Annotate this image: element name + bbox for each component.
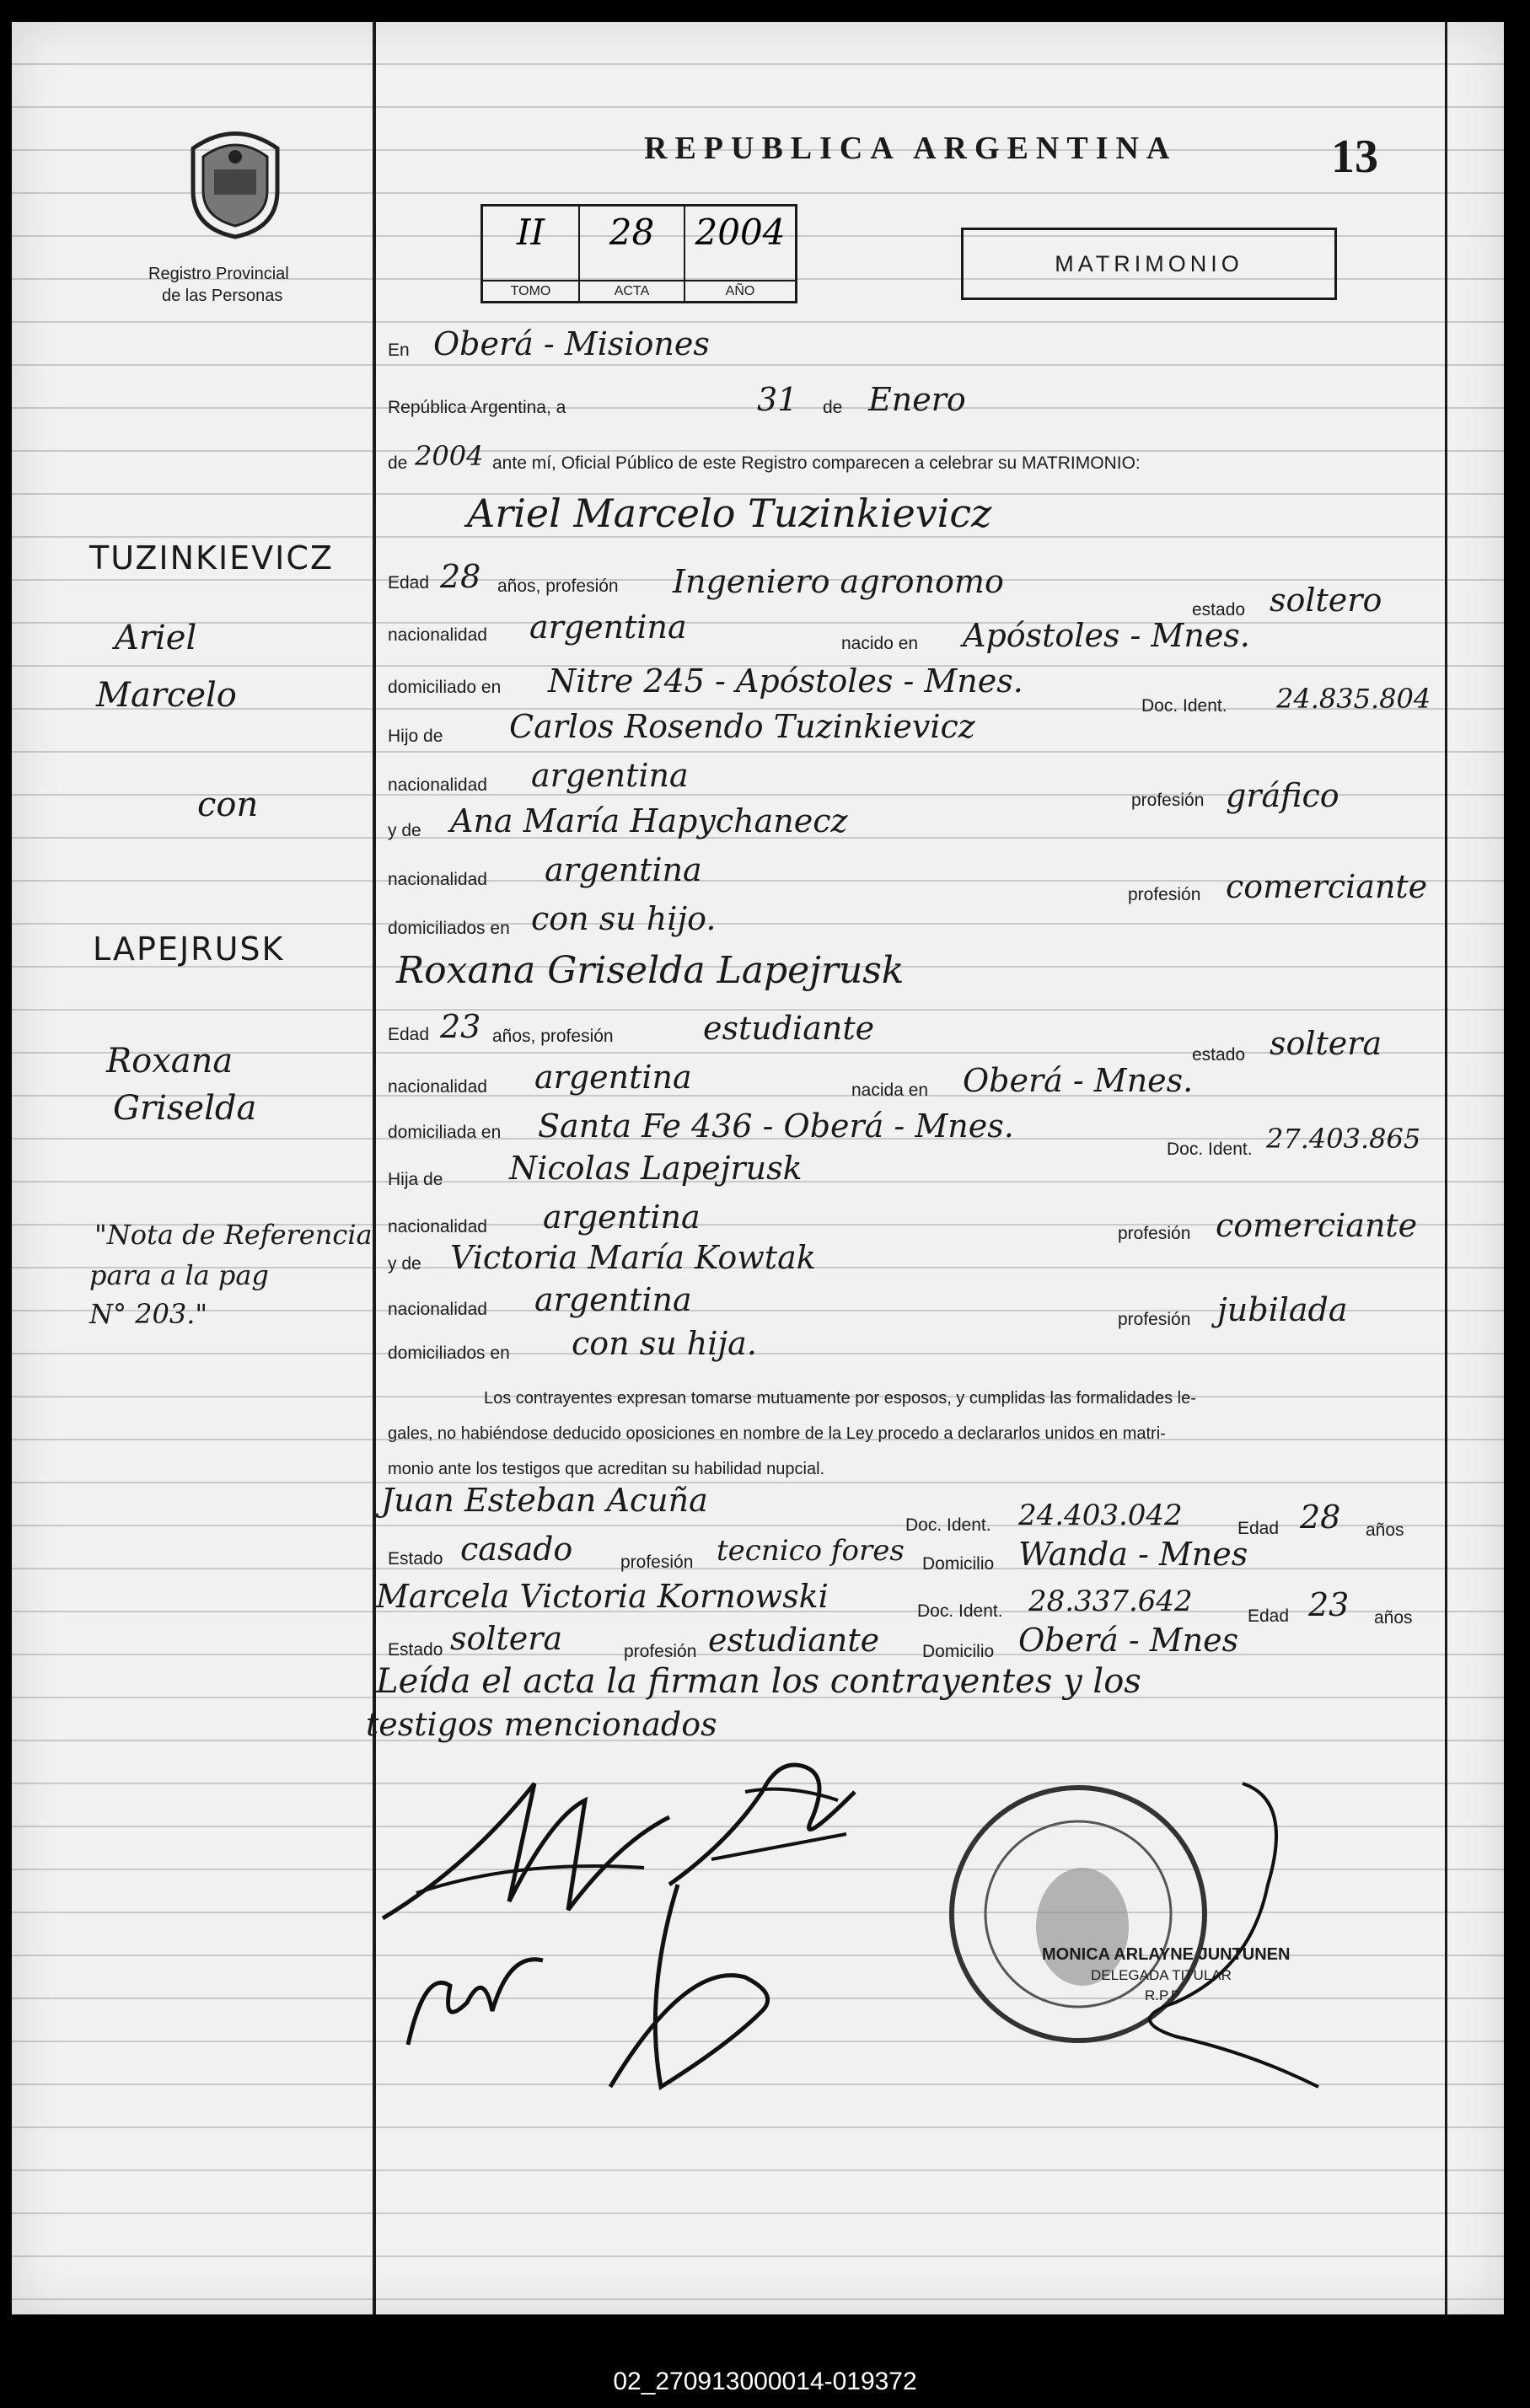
groom-birthplace: Apóstoles - Mnes. — [963, 617, 1250, 654]
witness1-name: Juan Esteban Acuña — [381, 1482, 708, 1519]
bride-father-nat: argentina — [543, 1199, 701, 1236]
official-signature-icon — [1040, 1750, 1344, 2112]
document-type-box — [961, 228, 1337, 300]
margin-bride-surname: LAPEJRUSK — [93, 930, 285, 968]
witness2-dom-label: Domicilio — [922, 1642, 995, 1661]
bride-father-nat-label: nacionalidad — [388, 1217, 487, 1236]
witness2-signature-icon — [585, 1876, 804, 2104]
groom-parents-address: con su hijo. — [531, 900, 717, 937]
margin-groom-name1: Ariel — [115, 619, 197, 657]
groom-mother-nat-label: nacionalidad — [388, 870, 487, 889]
country-title: REPUBLICA ARGENTINA — [644, 131, 1178, 166]
groom-nationality: argentina — [529, 609, 687, 646]
ano-label: AÑO — [685, 280, 795, 299]
margin-rule-left — [373, 22, 376, 2314]
groom-mother-prof-label: profesión — [1128, 885, 1201, 904]
groom-profession: Ingeniero agronomo — [673, 563, 1004, 600]
groom-address: Nitre 245 - Apóstoles - Mnes. — [548, 662, 1023, 700]
groom-father-nat-label: nacionalidad — [388, 775, 487, 795]
registry-name-line2: de las Personas — [162, 287, 283, 305]
tomo-acta-ano-box — [480, 204, 797, 303]
witness2-anos: años — [1374, 1608, 1413, 1628]
stamp-role: DELEGADA TITULAR — [1091, 1967, 1232, 1983]
bride-yde-label: y de — [388, 1254, 421, 1274]
margin-groom-name2: Marcelo — [96, 676, 237, 715]
bride-father: Nicolas Lapejrusk — [509, 1150, 803, 1187]
groom-mother: Ana María Hapychanecz — [450, 802, 848, 839]
day-value: 31 — [757, 381, 798, 418]
bride-mother-prof: jubilada — [1217, 1291, 1348, 1328]
bride-mother-nat-label: nacionalidad — [388, 1300, 487, 1319]
witness1-anos: años — [1366, 1520, 1404, 1540]
bride-father-prof-label: profesión — [1118, 1224, 1191, 1243]
bride-nacida-label: nacida en — [851, 1081, 929, 1100]
witness1-profession: tecnico fores — [717, 1534, 905, 1568]
bride-address: Santa Fe 436 - Oberá - Mnes. — [538, 1107, 1014, 1145]
bride-parents-address: con su hija. — [572, 1325, 757, 1362]
witness2-edad-label: Edad — [1248, 1606, 1290, 1626]
bride-estado: soltera — [1270, 1025, 1382, 1062]
bride-mother-nat: argentina — [534, 1281, 692, 1318]
margin-note-line2: para a la pag — [89, 1259, 269, 1291]
bride-mother-prof-label: profesión — [1118, 1310, 1191, 1329]
margin-note-line3: N° 203." — [89, 1298, 208, 1330]
bride-father-prof: comerciante — [1216, 1207, 1418, 1244]
acta-value: 28 — [609, 212, 655, 253]
bride-mother: Victoria María Kowtak — [450, 1239, 816, 1276]
acta-label: ACTA — [580, 280, 684, 299]
groom-nat-label: nacionalidad — [388, 625, 487, 645]
witness2-address: Oberá - Mnes — [1018, 1622, 1239, 1659]
witness1-estado-label: Estado — [388, 1549, 443, 1569]
groom-hijo-label: Hijo de — [388, 727, 443, 746]
witness2-doc: 28.337.642 — [1028, 1585, 1193, 1618]
witness1-edad-label: Edad — [1237, 1519, 1280, 1538]
groom-full-name: Ariel Marcelo Tuzinkievicz — [467, 491, 992, 536]
groom-father-prof: gráfico — [1226, 777, 1339, 814]
bride-doc: 27.403.865 — [1266, 1123, 1421, 1155]
document-type: MATRIMONIO — [1055, 250, 1243, 276]
witness1-age: 28 — [1300, 1499, 1341, 1536]
en-label: En — [388, 341, 410, 360]
bride-edad-label: Edad — [388, 1025, 430, 1044]
witness1-estado: casado — [460, 1531, 573, 1568]
place-value: Oberá - Misiones — [433, 325, 710, 362]
groom-parents-dom-label: domiciliados en — [388, 919, 510, 938]
republica-label: República Argentina, a — [388, 398, 566, 417]
bride-nat-label: nacionalidad — [388, 1077, 487, 1097]
page-number: 13 — [1331, 131, 1378, 183]
witness1-doc-label: Doc. Ident. — [905, 1515, 991, 1535]
witness2-doc-label: Doc. Ident. — [917, 1601, 1003, 1621]
margin-con: con — [197, 786, 259, 824]
ano-value: 2004 — [695, 212, 786, 253]
registry-name-line1: Registro Provincial — [148, 265, 289, 283]
witness1-signature-icon — [391, 1935, 560, 2062]
declaration-line2: gales, no habiéndose deducido oposiciones en nombre de la Ley procedo a declararlos unidos en matri- — [388, 1424, 1166, 1443]
witness2-age: 23 — [1308, 1586, 1350, 1623]
groom-father-nat: argentina — [531, 757, 689, 794]
groom-father: Carlos Rosendo Tuzinkievicz — [509, 708, 975, 745]
appear-text: ante mí, Oficial Público de este Registro comparecen a celebrar su MATRIMONIO: — [492, 453, 1141, 473]
declaration-line1: Los contrayentes expresan tomarse mutuamente por esposos, y cumplidas las formalidades le- — [484, 1389, 1196, 1408]
groom-estado: soltero — [1270, 582, 1382, 619]
bride-full-name: Roxana Griselda Lapejrusk — [396, 949, 905, 992]
witness1-dom-label: Domicilio — [922, 1554, 995, 1574]
groom-doc-label: Doc. Ident. — [1141, 696, 1227, 716]
witness1-prof-label: profesión — [620, 1553, 694, 1572]
witness2-estado: soltera — [450, 1620, 563, 1657]
tomo-label: TOMO — [483, 280, 578, 299]
bride-estado-label: estado — [1192, 1045, 1246, 1065]
bride-nationality: argentina — [534, 1059, 692, 1096]
witness1-doc: 24.403.042 — [1018, 1499, 1183, 1532]
groom-estado-label: estado — [1192, 600, 1246, 619]
bride-doc-label: Doc. Ident. — [1167, 1140, 1253, 1159]
stamp-org: R.P.P. — [1145, 1987, 1183, 2003]
margin-rule-right — [1445, 22, 1447, 2314]
month-value: Enero — [868, 381, 966, 418]
groom-mother-nat: argentina — [545, 851, 702, 888]
witness2-profession: estudiante — [708, 1622, 880, 1659]
groom-doc: 24.835.804 — [1276, 683, 1431, 715]
bride-birthplace: Oberá - Mnes. — [963, 1062, 1194, 1099]
groom-anos-profesion: años, profesión — [497, 577, 619, 596]
groom-edad-label: Edad — [388, 573, 430, 593]
closing-line1: Leída el acta la firman los contrayentes y los — [376, 1662, 1141, 1701]
registry-seal-icon — [185, 123, 286, 245]
bride-hija-label: Hija de — [388, 1170, 443, 1189]
bride-age: 23 — [440, 1008, 481, 1045]
stamp-name: MONICA ARLAYNE JUNTUNEN — [1042, 1945, 1291, 1964]
groom-father-prof-label: profesión — [1131, 791, 1205, 810]
groom-age: 28 — [440, 558, 481, 595]
witness2-name: Marcela Victoria Kornowski — [376, 1578, 829, 1615]
groom-yde-label: y de — [388, 821, 421, 840]
bride-parents-dom-label: domiciliados en — [388, 1343, 510, 1363]
bride-anos-profesion: años, profesión — [492, 1027, 614, 1046]
margin-note-line1: "Nota de Referencia — [94, 1219, 373, 1251]
bride-profession: estudiante — [703, 1010, 875, 1047]
groom-mother-prof: comerciante — [1226, 868, 1428, 905]
witness2-prof-label: profesión — [624, 1642, 697, 1661]
margin-bride-name1: Roxana — [106, 1042, 234, 1081]
bride-dom-label: domiciliada en — [388, 1123, 502, 1142]
scan-code-footer: 02_270913000014-019372 — [613, 2368, 917, 2395]
witness1-address: Wanda - Mnes — [1018, 1536, 1248, 1573]
groom-dom-label: domiciliado en — [388, 678, 502, 697]
margin-bride-name2: Griselda — [113, 1089, 257, 1128]
declaration-line3: monio ante los testigos que acreditan su habilidad nupcial. — [388, 1460, 825, 1478]
closing-line2: testigos mencionados — [366, 1706, 717, 1743]
witness2-estado-label: Estado — [388, 1640, 443, 1660]
groom-nacido-label: nacido en — [841, 634, 919, 653]
year-prefix: de — [388, 453, 408, 473]
margin-groom-surname: TUZINKIEVICZ — [89, 539, 334, 577]
register-page — [12, 22, 1504, 2314]
tomo-value: II — [516, 212, 545, 253]
year-value: 2004 — [415, 440, 484, 472]
de-label: de — [823, 398, 843, 417]
